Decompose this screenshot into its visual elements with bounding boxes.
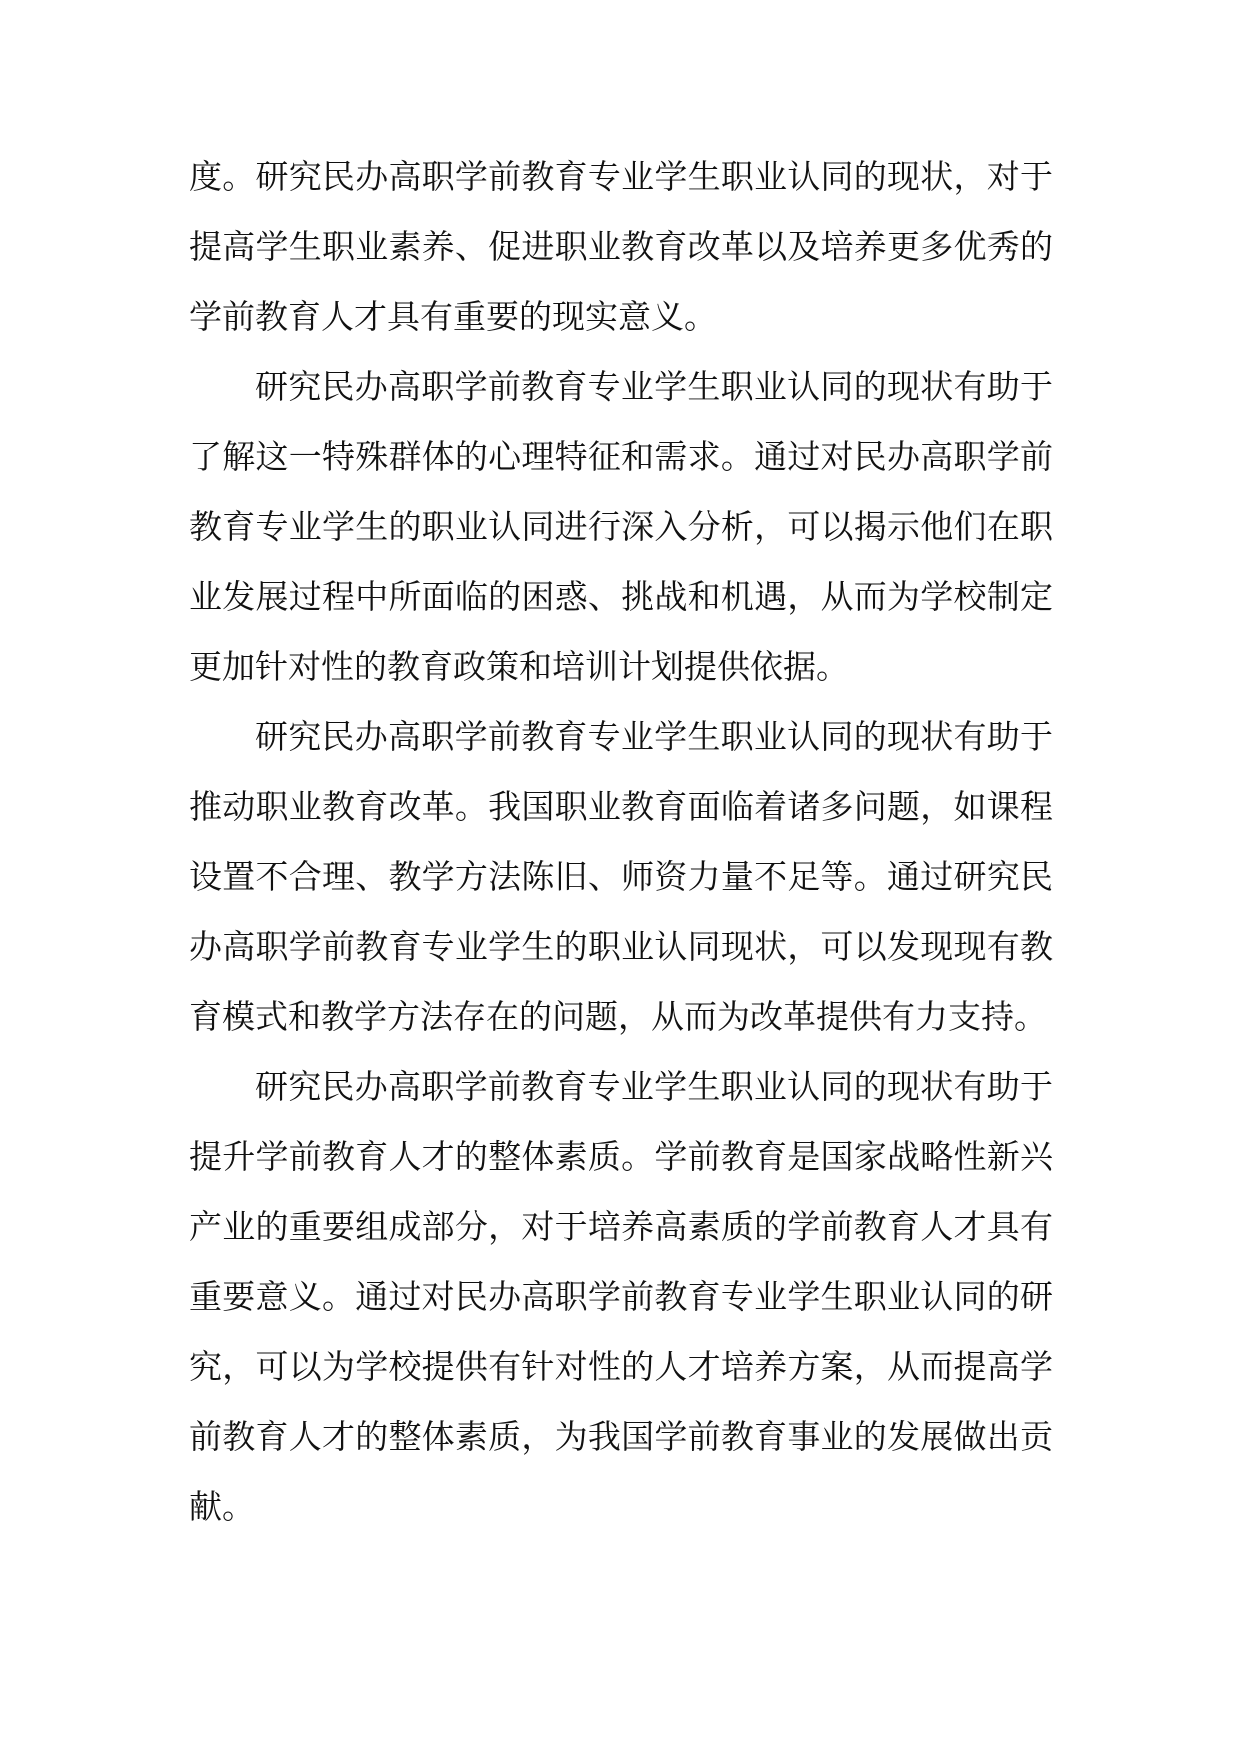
paragraph-talent-quality: 研究民办高职学前教育专业学生职业认同的现状有助于提升学前教育人才的整体素质。学前教育是国家战略性新兴产业的重要组成部分，对于培养高素质的学前教育人才具有重要意义。通过对民办高职学前教育专业学生职业认同的研究，可以为学校提供有针对性的人才培养方案，从而提高学前教育人才的整体素质，为我国学前教育事业的发展做出贡献。 bbox=[189, 1067, 1053, 1526]
paragraph-continuation: 度。研究民办高职学前教育专业学生职业认同的现状，对于提高学生职业素养、促进职业教育改革以及培养更多优秀的学前教育人才具有重要的现实意义。 bbox=[189, 157, 1053, 336]
document-body bbox=[189, 142, 1053, 1542]
paragraph-understanding-needs: 研究民办高职学前教育专业学生职业认同的现状有助于了解这一特殊群体的心理特征和需求。通过对民办高职学前教育专业学生的职业认同进行深入分析，可以揭示他们在职业发展过程中所面临的困惑、挑战和机遇，从而为学校制定更加针对性的教育政策和培训计划提供依据。 bbox=[189, 367, 1053, 686]
paragraph-vocational-reform: 研究民办高职学前教育专业学生职业认同的现状有助于推动职业教育改革。我国职业教育面临着诸多问题，如课程设置不合理、教学方法陈旧、师资力量不足等。通过研究民办高职学前教育专业学生的职业认同现状，可以发现现有教育模式和教学方法存在的问题，从而为改革提供有力支持。 bbox=[189, 717, 1053, 1036]
